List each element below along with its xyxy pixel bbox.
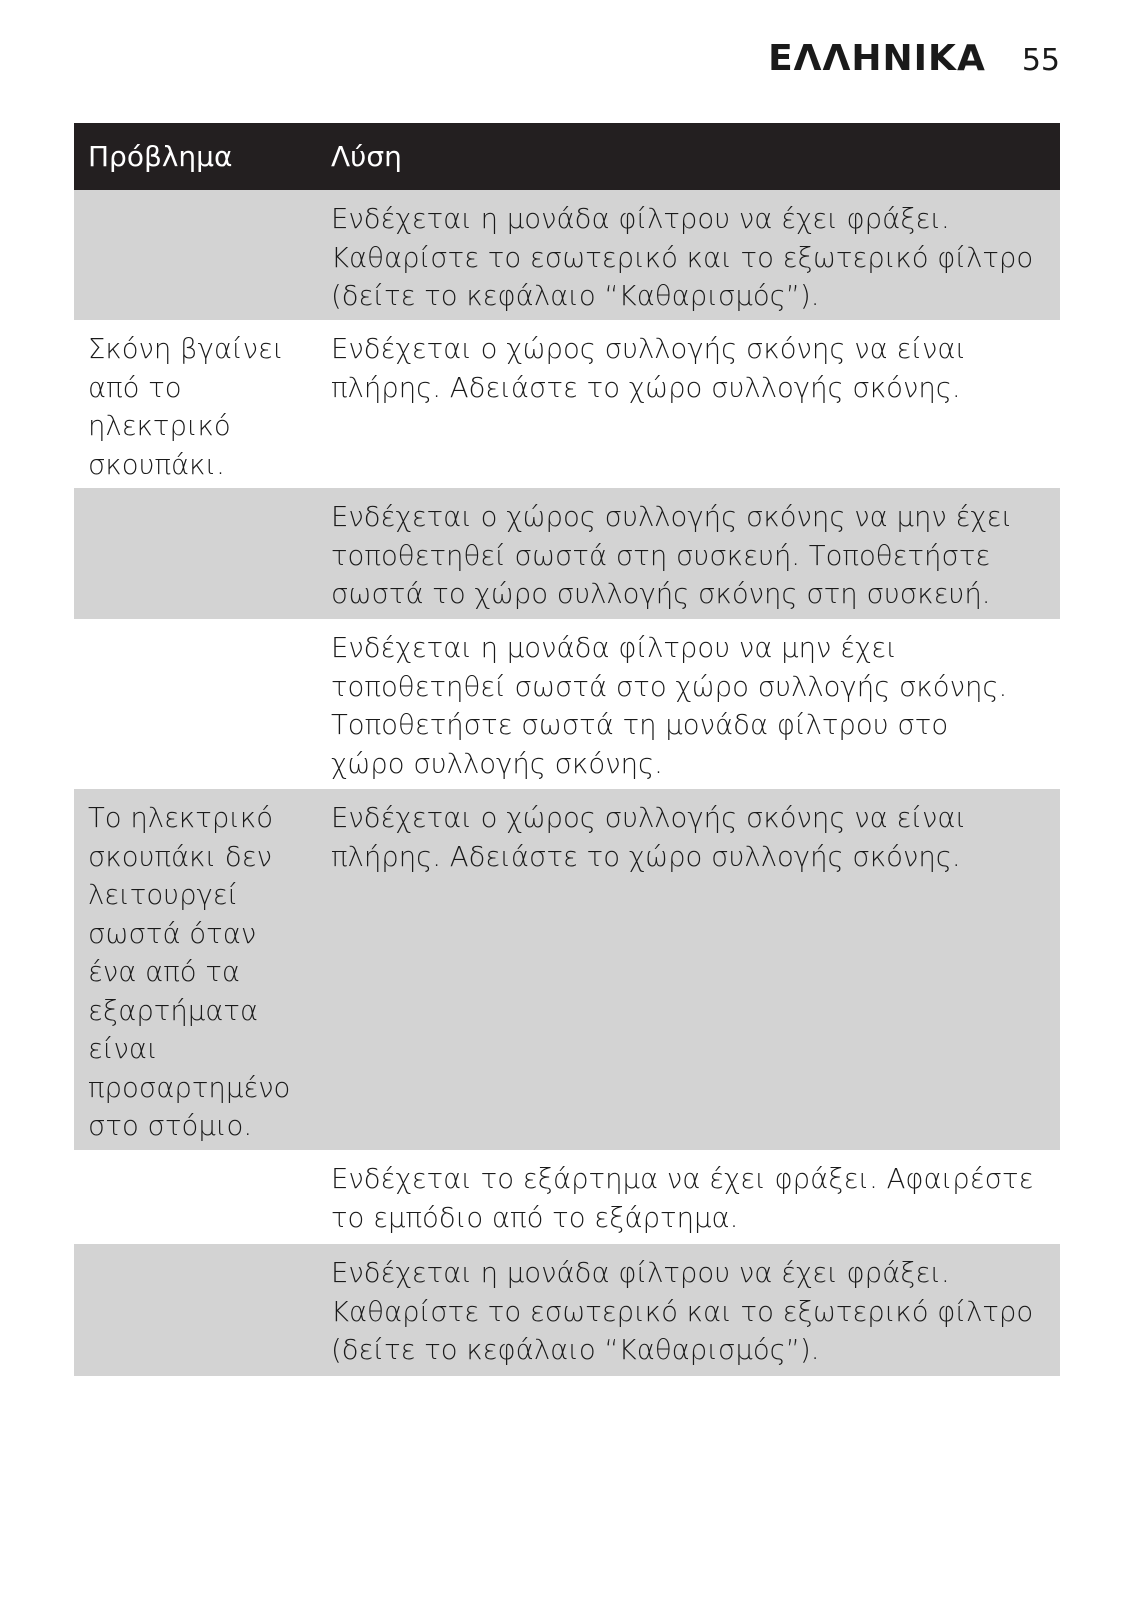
problem-line: ένα από τα xyxy=(88,956,241,988)
solution-cell xyxy=(320,1254,1060,1376)
solution-line: Ενδέχεται ο χώρος συλλογής σκόνης να είναι xyxy=(331,333,967,365)
solution-line: (δείτε το κεφάλαιο “Καθαρισμός”). xyxy=(331,1334,820,1366)
problem-cell xyxy=(74,799,320,1150)
table-row xyxy=(74,1244,1060,1376)
solution-line: το εμπόδιο από το εξάρτημα. xyxy=(331,1201,739,1234)
solution-line: πλήρης. Αδειάστε το χώρο συλλογής σκόνης. xyxy=(331,371,961,404)
problem-cell xyxy=(74,1254,320,1376)
solution-line: σωστά το χώρο συλλογής σκόνης στη συσκευή. xyxy=(331,578,991,610)
solution-line: Τοποθετήστε σωστά τη μονάδα φίλτρου στο xyxy=(331,709,949,741)
problem-cell xyxy=(74,330,320,488)
solution-line: Ενδέχεται η μονάδα φίλτρου να έχει φράξει. xyxy=(331,1257,950,1289)
solution-cell xyxy=(320,799,1060,1150)
problem-line: Σκόνη βγαίνει xyxy=(88,333,284,365)
problem-line: στο στόμιο. xyxy=(88,1110,253,1142)
table-row xyxy=(74,190,1060,320)
problem-cell xyxy=(74,1160,320,1244)
solution-line: πλήρης. Αδειάστε το χώρο συλλογής σκόνης. xyxy=(331,840,961,873)
solution-line: Καθαρίστε το εσωτερικό και το εξωτερικό φίλτρο xyxy=(331,1295,1034,1328)
problem-line: προσαρτημένο xyxy=(88,1071,291,1104)
problem-line: από το xyxy=(88,371,182,404)
problem-cell xyxy=(74,498,320,619)
solution-line: Ενδέχεται ο χώρος συλλογής σκόνης να μην έχει xyxy=(331,501,1013,533)
solution-cell xyxy=(320,330,1060,488)
solution-line: τοποθετηθεί σωστά στο χώρο συλλογής σκόνης. xyxy=(331,670,1008,703)
table-row xyxy=(74,1150,1060,1244)
table-row xyxy=(74,619,1060,789)
language-title: ΕΛΛΗΝΙΚΑ xyxy=(768,38,986,79)
table-header xyxy=(74,123,1060,190)
table-row xyxy=(74,320,1060,488)
solution-line: χώρο συλλογής σκόνης. xyxy=(331,747,663,780)
problem-line: λειτουργεί xyxy=(88,879,239,911)
solution-cell xyxy=(320,1160,1060,1244)
solution-line: Καθαρίστε το εσωτερικό και το εξωτερικό φίλτρο xyxy=(331,241,1034,274)
solution-line: Ενδέχεται η μονάδα φίλτρου να έχει φράξει. xyxy=(331,203,950,235)
column-header-solution: Λύση xyxy=(331,140,402,173)
problem-line: εξαρτήματα xyxy=(88,994,259,1027)
problem-line: είναι xyxy=(88,1033,158,1065)
problem-line: σκουπάκι. xyxy=(88,448,225,481)
solution-line: Ενδέχεται ο χώρος συλλογής σκόνης να είναι xyxy=(331,802,967,834)
table-row xyxy=(74,789,1060,1150)
solution-line: (δείτε το κεφάλαιο “Καθαρισμός”). xyxy=(331,280,820,312)
solution-cell xyxy=(320,629,1060,789)
problem-line: ηλεκτρικό xyxy=(88,410,231,442)
problem-line: σωστά όταν xyxy=(88,917,257,950)
solution-line: τοποθετηθεί σωστά στη συσκευή. Τοποθετήστε xyxy=(331,539,991,572)
solution-cell xyxy=(320,200,1060,320)
column-header-problem: Πρόβλημα xyxy=(88,140,233,173)
solution-line: Ενδέχεται η μονάδα φίλτρου να μην έχει xyxy=(331,632,897,664)
problem-line: Το ηλεκτρικό xyxy=(88,802,274,834)
solution-line: Ενδέχεται το εξάρτημα να έχει φράξει. Αφαιρέστε xyxy=(331,1163,1034,1195)
problem-line: σκουπάκι δεν xyxy=(88,840,272,873)
troubleshooting-table xyxy=(74,123,1060,1376)
page-number: 55 xyxy=(1021,43,1060,78)
solution-cell xyxy=(320,498,1060,619)
page-header xyxy=(768,38,1060,88)
problem-cell xyxy=(74,629,320,789)
problem-cell xyxy=(74,200,320,320)
table-row xyxy=(74,488,1060,619)
